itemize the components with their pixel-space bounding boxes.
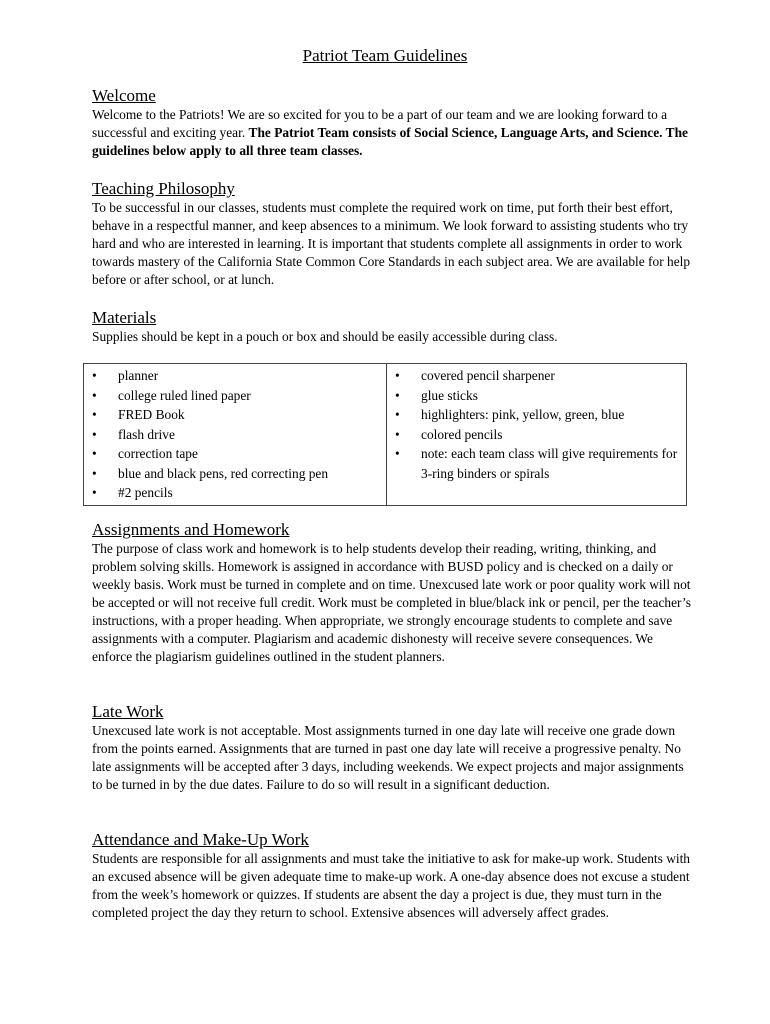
bullet-icon: • xyxy=(92,446,97,461)
attendance-text: Students are responsible for all assignments and must take the initiative to ask for make-up work. Students with an excused absence will be given adequate time to make-up work. A one-day absence does not excuse a student from the week’s homework or quizzes. If students are absent the day a project is due, they must turn in the completed project the day they return to school. Extensive absences will adversely affect grades. xyxy=(92,851,691,920)
materials-section xyxy=(92,308,692,346)
attendance-section xyxy=(92,830,692,922)
bullet-icon: • xyxy=(92,407,97,422)
materials-left-column xyxy=(84,364,387,506)
materials-text: Supplies should be kept in a pouch or box and should be easily accessible during class. xyxy=(92,329,558,344)
late-work-text: Unexcused late work is not acceptable. Most assignments turned in one day late will receive one grade down from the points earned. Assignments that are turned in past one day late will receive a progressive penalty. No late assignments will be accepted after 3 days, including weekends. We expect projects and major assignments to be turned in by the due dates. Failure to do so will result in a significant deduction. xyxy=(92,723,684,792)
philosophy-heading: Teaching Philosophy xyxy=(92,179,235,198)
materials-heading: Materials xyxy=(92,308,157,327)
late-work-section xyxy=(92,702,692,794)
bullet-icon: • xyxy=(395,368,400,383)
list-item: • flash drive xyxy=(84,425,386,445)
bullet-icon: • xyxy=(92,485,97,500)
bullet-icon: • xyxy=(395,426,400,442)
bullet-icon: • xyxy=(395,446,400,461)
list-item: • glue sticks xyxy=(387,386,686,406)
bullet-icon: • xyxy=(92,426,97,442)
page-title: Patriot Team Guidelines xyxy=(302,46,468,65)
welcome-text xyxy=(92,106,692,160)
late-work-heading: Late Work xyxy=(92,702,164,721)
list-item: • highlighters: pink, yellow, green, blue xyxy=(387,405,686,425)
welcome-heading: Welcome xyxy=(92,86,156,105)
welcome-bold-text: The Patriot Team consists of Social Science, Language Arts, and Science. The guidelines below apply to all three team classes. xyxy=(92,125,688,158)
bullet-icon: • xyxy=(92,387,97,403)
bullet-icon: • xyxy=(92,465,97,481)
list-item: • #2 pencils xyxy=(84,483,386,503)
materials-right-column xyxy=(387,364,687,506)
list-item: • planner xyxy=(84,366,386,386)
philosophy-text: To be successful in our classes, students must complete the required work on time, put forth their best effort, behave in a respectful manner, and keep absences to a minimum. We look forward to assisting students who try hard and who are interested in learning. It is important that students complete all assignments in order to work towards mastery of the California State Common Core Standards in each subject area. We are available for help before or after school, or at lunch. xyxy=(92,200,691,287)
welcome-section xyxy=(92,86,692,160)
list-item: • correction tape xyxy=(84,444,386,464)
bullet-icon: • xyxy=(395,407,400,422)
list-item: • blue and black pens, red correcting pen xyxy=(84,464,386,484)
list-item: • note: each team class will give requirements for 3-ring binders or spirals xyxy=(395,446,678,481)
bullet-icon: • xyxy=(395,387,400,403)
assignments-heading: Assignments and Homework xyxy=(92,520,290,539)
list-item: • college ruled lined paper xyxy=(84,386,386,406)
list-item: • FRED Book xyxy=(84,405,386,425)
assignments-text: The purpose of class work and homework is to help students develop their reading, writing, thinking, and problem solving skills. Homework is assigned in accordance with BUSD policy and is checked on a daily or weekly basis. Work must be turned in complete and on time. Unexcused late work or poor quality work will not be accepted or will not receive full credit. Work must be completed in blue/black ink or pencil, per the teacher’s instructions, with a proper heading. When appropriate, we strongly encourage students to complete and save assignments with a computer. Plagiarism and academic dishonesty will receive severe consequences. We enforce the plagiarism guidelines outlined in the student planners. xyxy=(92,541,691,664)
welcome-intro: Welcome to the Patriots! We are so excited for you to be a part of our team and we are looking forward to a successful and exciting year. xyxy=(92,107,668,140)
materials-table xyxy=(83,363,687,506)
bullet-icon: • xyxy=(92,368,97,383)
assignments-section xyxy=(92,520,692,666)
philosophy-section xyxy=(92,179,692,289)
list-item: • colored pencils xyxy=(387,425,686,445)
list-item: • covered pencil sharpener xyxy=(387,366,686,386)
attendance-heading: Attendance and Make-Up Work xyxy=(92,830,309,849)
